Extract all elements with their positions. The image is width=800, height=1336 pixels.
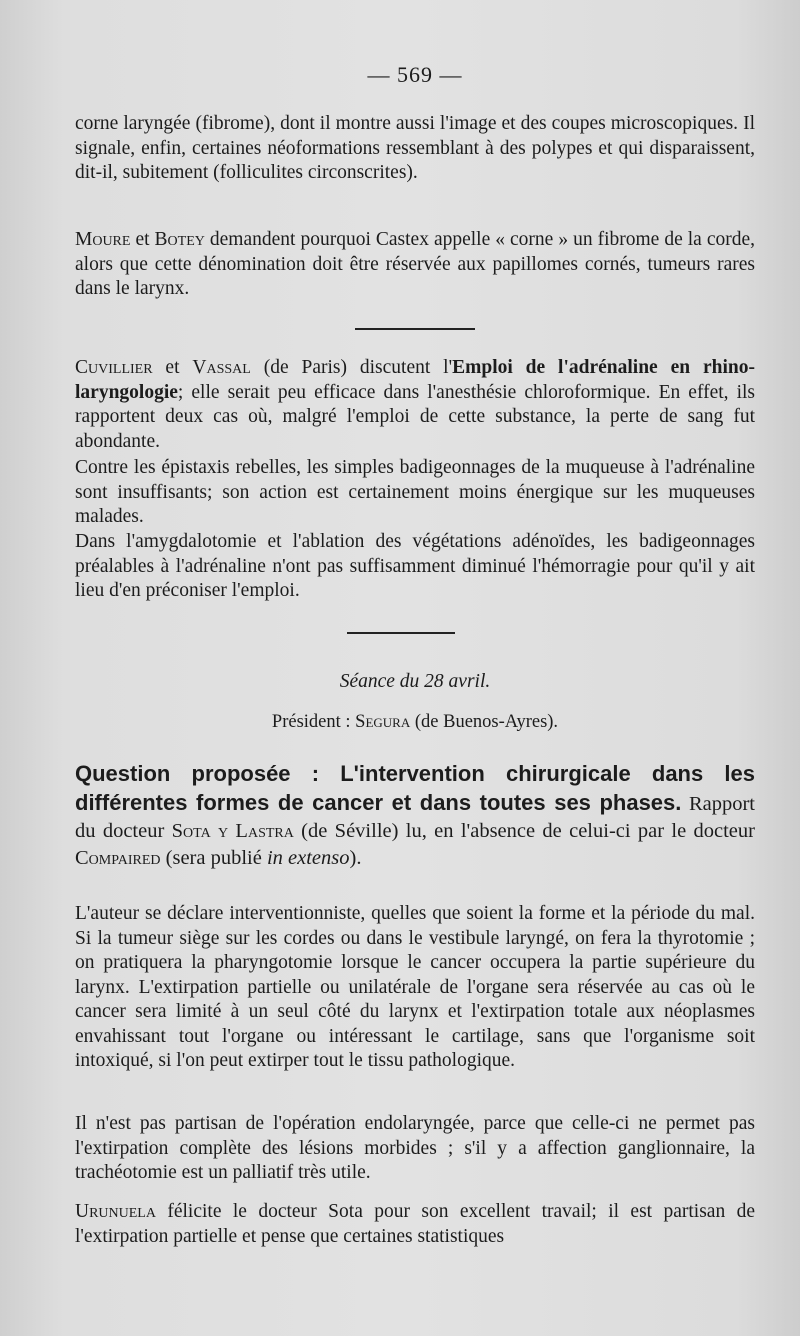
page-number: — 569 — <box>367 62 463 87</box>
author-botey: Botey <box>154 229 205 250</box>
text-segment: demandent pourquoi Castex appelle « corne » un fibrome de la corde, alors que cette dénomination doit être réservée aux papillomes cornés, tumeurs rares dans le larynx. <box>75 229 755 299</box>
paragraph-auteur: L'auteur se déclare interventionniste, quelles que soient la forme et la période du mal. Si la tumeur siège sur les cordes ou dans le vestibule laryngé, on fera la thyrotomie ; on pratiquera la pharyngotomie lorsque le cancer occupera la partie supérieure du larynx. L'extirpation partielle ou unilatérale de l'organe sera réservée au cas où le cancer sera limité à un seul côté du larynx et l'extirpation totale aux néoplasmes envahissant tout l'organe ou intéressant le cartilage, sans que l'organisme soit intoxiqué, si l'on peut extirper tout le tissu pathologique. <box>75 903 755 1071</box>
president-line <box>75 710 755 735</box>
text-segment: félicite le docteur Sota pour son excellent travail; il est partisan de l'extirpation partielle et pense que certaines statistiques <box>75 1201 755 1247</box>
text-segment: et <box>152 357 193 378</box>
paragraph-moure-botey <box>75 228 755 302</box>
section-divider-2 <box>347 632 455 634</box>
paragraph-adrenaline <box>75 356 755 454</box>
paragraph-urunuela <box>75 1200 755 1249</box>
topic-title: Emploi de l'adrénaline en rhino-laryngologie <box>75 357 755 403</box>
author-urunuela: Urunuela <box>75 1201 156 1222</box>
paragraph-epistaxis: Contre les épistaxis rebelles, les simples badigeonnages de la muqueuse à l'adrénaline sont insuffisants; son action est certainement moins énergique sur les muqueuses malades. <box>75 457 755 527</box>
president-label: Président : <box>271 712 356 732</box>
text-segment: (sera publié <box>160 847 267 869</box>
italic-term: in extenso <box>266 847 350 869</box>
text-segment: ). <box>349 847 362 869</box>
paragraph-1: corne laryngée (fibrome), dont il montre aussi l'image et des coupes microscopiques. Il signale, enfin, certaines néoformations ressemblant à des polypes et qui disparaissent, dit-il, subitement (folliculites circonscrites). <box>75 113 755 183</box>
text-segment: (de Paris) discutent l' <box>250 357 453 378</box>
paragraph-amygdalotomie: Dans l'amygdalotomie et l'ablation des végétations adénoïdes, les badigeonnages préalables à l'adrénaline n'ont pas suffisamment diminué l'hémorragie pour qu'il y ait lieu d'en préconiser l'emploi. <box>75 531 755 601</box>
president-name: Segura <box>355 712 411 732</box>
question-paragraph <box>75 760 755 872</box>
author-vassal: Vassal <box>192 357 251 378</box>
text-segment: (de Séville) lu, en l'absence de celui-ci par le docteur <box>293 820 755 842</box>
author-sota: Sota y Lastra <box>171 820 294 842</box>
author-moure: Moure <box>75 229 131 250</box>
section-divider-1 <box>355 328 475 330</box>
session-date: Séance du 28 avril. <box>339 671 491 692</box>
text-segment: et <box>130 229 155 250</box>
paragraph-endolaryngee: Il n'est pas partisan de l'opération endolaryngée, parce que celle-ci ne permet pas l'extirpation complète des lésions morbides ; s'il y a affection ganglionnaire, la trachéotomie est un palliatif très utile. <box>75 1113 755 1183</box>
text-segment: Rapport du docteur <box>75 793 755 842</box>
text-segment: ; elle serait peu efficace dans l'anesthésie chloroformique. En effet, ils rapportent deux cas où, malgré l'emploi de cette substance, la perte de sang fut abondante. <box>75 381 755 452</box>
author-cuvillier: Cuvillier <box>75 357 153 378</box>
question-heading: Question proposée : L'intervention chirurgicale dans les différentes formes de cancer et dans toutes ses phases. <box>75 761 755 815</box>
author-compaired: Compaired <box>75 847 161 869</box>
text-segment: (de Buenos-Ayres). <box>410 712 559 732</box>
